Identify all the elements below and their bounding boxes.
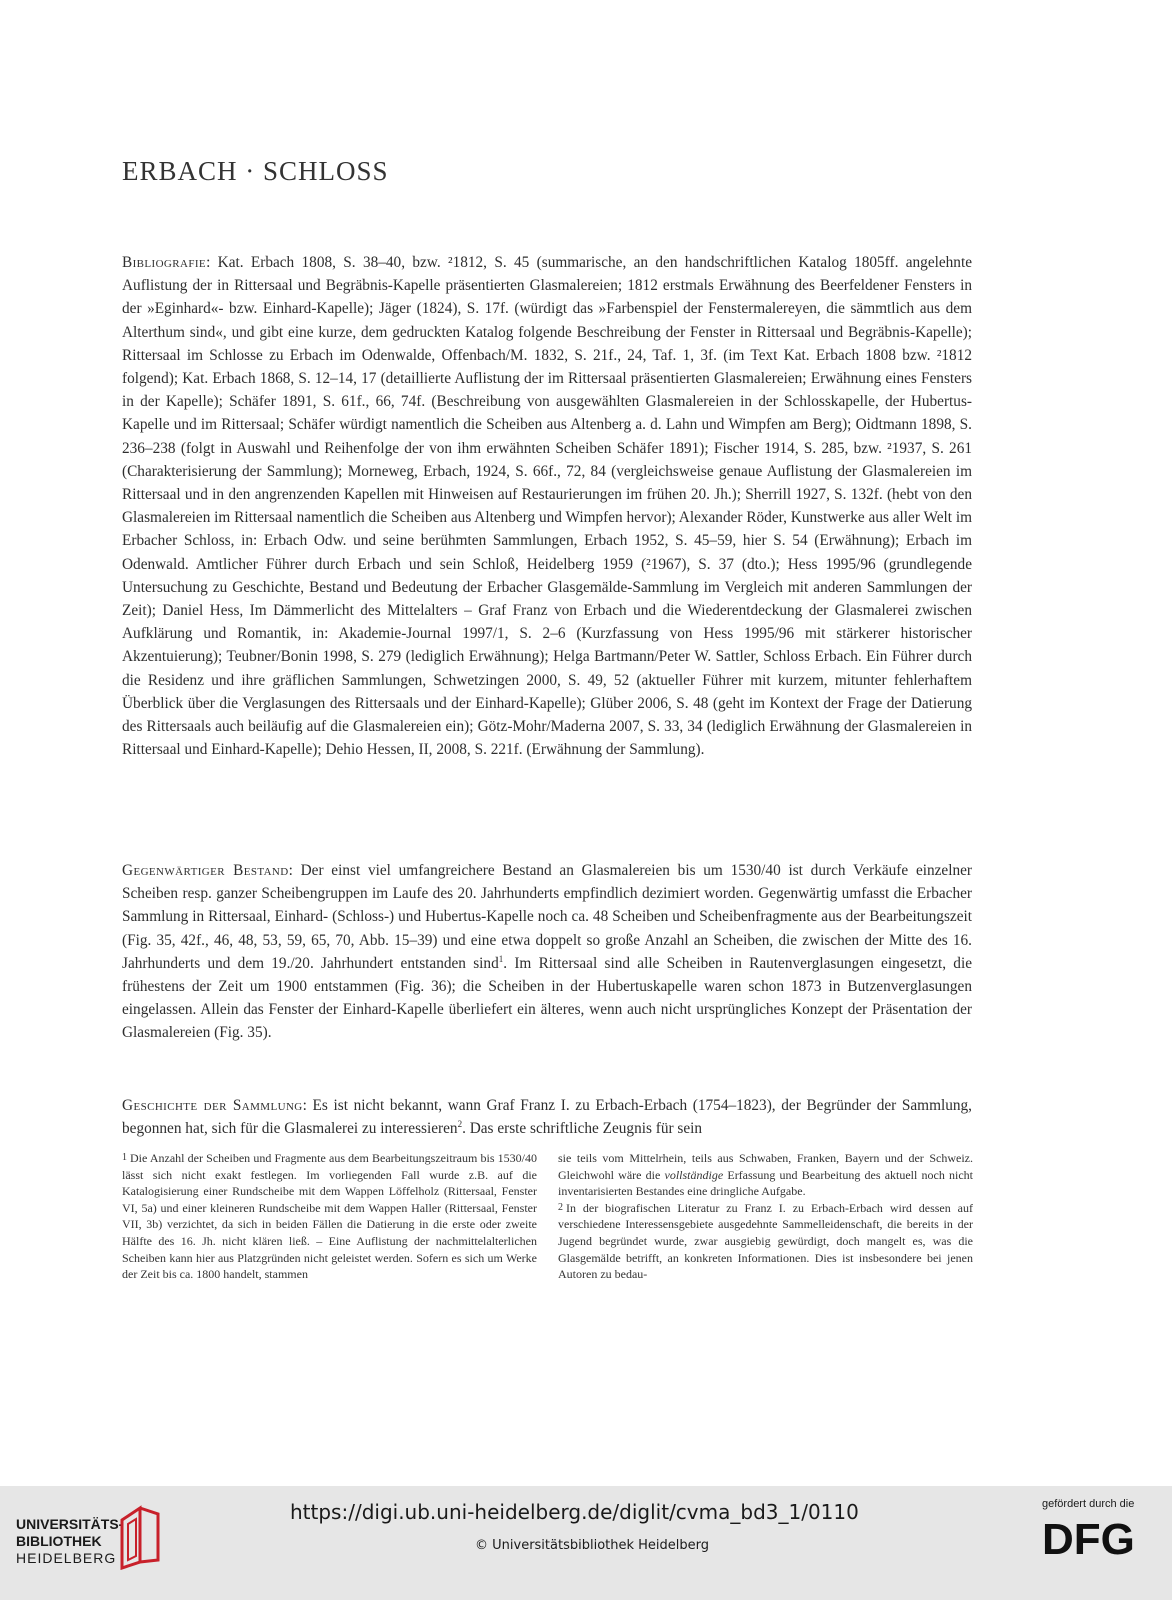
- bestand-text-b: . Im Rittersaal sind alle Scheiben in Rautenverglasungen eingesetzt, die frühestens der Zeit um 1900 entstammen (Fig. 36); die Scheiben in der Hubertuskapelle waren schon 1873 in Butzenverglasungen eingelassen. Allein das Fenster der Einhard-Kapelle überliefert ein älteres, wenn auch nicht ursprüngliches Konzept der Präsentation der Glasmalereien (Fig. 35).: [122, 954, 972, 1042]
- geschichte-section: [122, 1094, 972, 1140]
- footnote-1-continued: [558, 1150, 973, 1200]
- footnotes-column-right: [558, 1150, 973, 1283]
- footer-bar: [0, 1486, 1172, 1600]
- bibliography-label: Bibliografie: [122, 254, 207, 271]
- bestand-section: [122, 859, 972, 1045]
- bibliography-text: : Kat. Erbach 1808, S. 38–40, bzw. ²1812, S. 45 (summarische, an den handschriftlichen Katalog 1805ff. angelehnte Auflistung der in Rittersaal und Begräbnis-Kapelle präsentierten Glasmalereien; 1812 erstmals Erwähnung des Beerfeldener Fensters in der »Eginhard«- bzw. Einhard-Kapelle); Jäger (1824), S. 17f. (würdigt das »Farbenspiel der Fenstermalereyen, die sämmtlich aus dem Alterthum sind«, und gibt eine kurze, dem gedruckten Katalog folgende Beschreibung der Fenster in Rittersaal und Begräbnis-Kapelle); Rittersaal im Schlosse zu Erbach im Odenwalde, Offenbach/M. 1832, S. 21f., 24, Taf. 1, 3f. (im Text Kat. Erbach 1808 bzw. ²1812 folgend); Kat. Erbach 1868, S. 12–14, 17 (detaillierte Auflistung der im Rittersaal präsentierten Glasmalereien; Erwähnung eines Fensters in der Kapelle); Schäfer 1891, S. 61f., 66, 74f. (Beschreibung von ausgewählten Glasmalereien in der Schlosskapelle, der Hubertus-Kapelle und im Rittersaal; Schäfer würdigt namentlich die Scheiben aus Altenberg a. d. Lahn und Wimpfen am Berg); Oidtmann 1898, S. 236–238 (folgt in Auswahl und Reihenfolge der von ihm erwähnten Scheiben Schäfer 1891); Fischer 1914, S. 285, bzw. ²1937, S. 261 (Charakterisierung der Sammlung); Morneweg, Erbach, 1924, S. 66f., 72, 84 (vergleichsweise genaue Auflistung der Glasmalereien im Rittersaal und in den angrenzenden Kapellen mit Hinweisen auf Restaurierungen im frühen 20. Jh.); Sherrill 1927, S. 132f. (hebt von den Glasmalereien im Rittersaal namentlich die Scheiben aus Altenberg und Wimpfen hervor); Alexander Röder, Kunstwerke aus aller Welt im Erbacher Schloss, in: Erbach Odw. und seine berühmten Sammlungen, Erbach 1952, S. 45–59, hier S. 54 (Erwähnung); Erbach im Odenwald. Amtlicher Führer durch Erbach und sein Schloß, Heidelberg 1959 (²1967), S. 37 (dto.); Hess 1995/96 (grundlegende Untersuchung zu Geschichte, Bestand und Bedeutung der Erbacher Glasgemälde-Sammlung im Vergleich mit anderen Sammlungen der Zeit); Daniel Hess, Im Dämmerlicht des Mittelalters – Graf Franz von Erbach und die Wiederentdeckung der Glasmalerei zwischen Aufklärung und Romantik, in: Akademie-Journal 1997/1, S. 2–6 (Kurzfassung von Hess 1995/96 mit stärkerer historischer Akzentuierung); Teubner/Bonin 1998, S. 279 (lediglich Erwähnung); Helga Bartmann/Peter W. Sattler, Schloss Erbach. Ein Führer durch die Residenz und ihre gräflichen Sammlungen, Schwetzingen 2000, S. 49, 52 (aktueller Führer mit kurzem, mitunter fehlerhaftem Überblick über die Verglasungen des Rittersaals und der Einhard-Kapelle); Glüber 2006, S. 48 (geht im Kontext der Frage der Datierung des Rittersaals auch beiläufig auf die Glasmalereien ein); Götz-Mohr/Maderna 2007, S. 33, 34 (lediglich Erwähnung der Glasmalereien in Rittersaal und Einhard-Kapelle); Dehio Hessen, II, 2008, S. 221f. (Erwähnung der Sammlung).: [122, 254, 972, 759]
- funding-label: gefördert durch die: [1042, 1498, 1135, 1510]
- page-title: ERBACH · SCHLOSS: [122, 156, 389, 186]
- footnote-1-text-continued: sie teils vom Mittelrhein, teils aus Schwaben, Franken, Bayern und der Schweiz. Gleichwohl wäre die: [558, 1151, 973, 1182]
- bibliography-section: [122, 251, 972, 761]
- footnote-1-tail: Erfassung und Bearbeitung des aktuell noch nicht inventarisierten Bestandes eine dringliche Aufgabe.: [558, 1167, 974, 1199]
- footnote-1-number: 1: [122, 1152, 127, 1163]
- footnote-1-emphasis: vollständige: [664, 1167, 724, 1182]
- footnote-1: [122, 1150, 537, 1283]
- library-name-line1: UNIVERSITÄTS-: [16, 1516, 124, 1532]
- footnote-2: [558, 1200, 973, 1283]
- library-logo[interactable]: [16, 1500, 166, 1572]
- footnote-2-text: In der biografischen Literatur zu Franz I. zu Erbach-Erbach wird dessen auf verschiedene Interessensgebiete ausgedehnte Sammelleidenschaft, die bereits in der Jugend begründet wurde, zwar ausgiebig gewürdigt, doch mangelt es, was die Glasgemälde betrifft, an konkreten Informationen. Dies ist insbesondere bei jenen Autoren zu bedau-: [558, 1200, 973, 1282]
- library-name: [16, 1516, 123, 1567]
- footnote-2-number: 2: [558, 1201, 563, 1213]
- permalink-url[interactable]: https://digi.ub.uni-heidelberg.de/diglit/cvma_bd3_1/0110: [290, 1500, 859, 1524]
- library-name-line2: BIBLIOTHEK: [16, 1533, 102, 1549]
- geschichte-text-a: : Es ist nicht bekannt, wann Graf Franz I. zu Erbach-Erbach (1754–1823), der Begründer der Sammlung, begonnen hat, sich für die Glasmalerei zu interessieren: [122, 1097, 972, 1138]
- dfg-logo-text: DFG: [1042, 1516, 1135, 1560]
- footnote-1-text: Die Anzahl der Scheiben und Fragmente aus dem Bearbeitungszeitraum bis 1530/40 lässt sich nicht exakt festlegen. Im vorliegenden Fall wurde z.B. auf die Katalogisierung einer Rundscheibe mit dem Wappen Löffelholz (Rittersaal, Fenster VI, 5a) und einer kleineren Rundscheibe mit dem Wappen Haller (Rittersaal, Fenster VII, 3b) verzichtet, da sich in beiden Fällen die Datierung in die erste oder zweite Hälfte des 16. Jh. nicht klären ließ. – Eine Auflistung der nachmittelalterlichen Scheiben kann hier aus Platzgründen nicht geleistet werden. Sofern es sich um Werke der Zeit bis ca. 1800 handelt, stammen: [122, 1151, 537, 1282]
- copyright-notice: © Universitätsbibliothek Heidelberg: [475, 1538, 710, 1553]
- bestand-text-a: : Der einst viel umfangreichere Bestand an Glasmalereien bis um 1530/40 ist durch Verkäufe einzelner Scheiben resp. ganzer Scheibengruppen im Laufe des 20. Jahrhunderts empfindlich dezimiert worden. Gegenwärtig umfasst die Erbacher Sammlung in Rittersaal, Einhard- (Schloss-) und Hubertus-Kapelle noch ca. 48 Scheiben und Scheibenfragmente aus der Bearbeitungszeit (Fig. 35, 42f., 46, 48, 53, 59, 65, 70, Abb. 15–39) und eine etwa doppelt so große Anzahl an Scheiben, die zwischen der Mitte des 16. Jahrhunderts und dem 19./20. Jahrhundert entstanden sind: [122, 862, 972, 972]
- footnote-ref-1[interactable]: 1: [498, 953, 504, 964]
- library-name-line3: HEIDELBERG: [16, 1550, 117, 1566]
- bestand-label: Gegenwärtiger Bestand: [122, 862, 289, 879]
- geschichte-label: Geschichte der Sammlung: [122, 1097, 303, 1114]
- footnotes-column-left: [122, 1150, 537, 1283]
- footnote-ref-2[interactable]: 2: [457, 1119, 463, 1130]
- library-book-icon: [116, 1500, 164, 1570]
- geschichte-text-b: . Das erste schriftliche Zeugnis für sein: [462, 1120, 703, 1138]
- dfg-logo[interactable]: [1042, 1516, 1154, 1560]
